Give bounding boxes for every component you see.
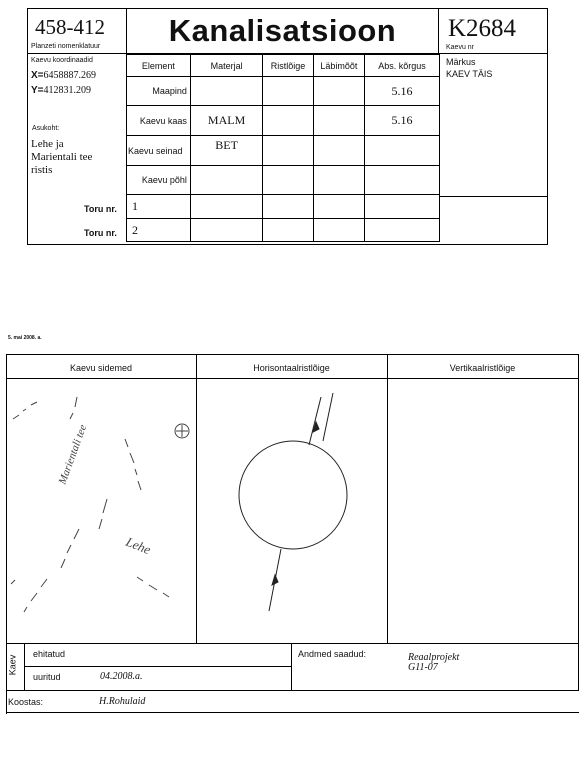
kaev-vertical-label: Kaev	[7, 654, 18, 676]
footer-row-divider	[24, 666, 291, 667]
compiled-underline	[6, 712, 579, 713]
pipe-line-upper	[323, 393, 333, 441]
pipe-row	[127, 195, 440, 219]
table-row	[127, 106, 440, 136]
element-cell: Kaevu kaas	[127, 106, 191, 136]
height-cell	[365, 166, 440, 195]
remarks-column	[440, 54, 548, 197]
x-label: X=	[31, 70, 44, 81]
height-cell: 5.16	[365, 77, 440, 106]
well-number-caption: Kaevu nr	[446, 44, 475, 51]
location-text	[31, 138, 92, 177]
drawing-sheet-right-border	[578, 354, 579, 690]
column-header: Materjal	[190, 55, 262, 77]
compiled-value: H.Rohulaid	[99, 696, 146, 707]
location-caption: Asukoht:	[32, 125, 60, 132]
material-cell	[190, 166, 262, 195]
column-header: Element	[127, 55, 191, 77]
street-label-marientali: Marientali tee	[56, 423, 90, 487]
pipe-row	[127, 219, 440, 242]
connections-title: Kaevu sidemed	[69, 363, 133, 373]
street-edge	[137, 577, 169, 597]
pipe-number: 1	[127, 195, 191, 219]
drawing-sheet-top-border	[6, 354, 579, 355]
cross-section-cell	[263, 106, 313, 136]
diameter-cell	[313, 166, 364, 195]
height-cell	[365, 136, 440, 166]
footer-bottom-border	[6, 690, 579, 691]
horizontal-section-sketch	[197, 379, 387, 644]
column-header: Ristlõige	[263, 55, 313, 77]
table-header-row	[127, 55, 440, 77]
street-edge	[11, 580, 15, 584]
well-symbol-cross	[176, 425, 188, 437]
well-outline	[239, 441, 347, 549]
location-line: Marientali tee	[31, 151, 93, 163]
y-value: 412831.209	[43, 85, 92, 96]
street-edge	[125, 439, 141, 490]
pipe-number: 2	[127, 219, 191, 242]
data-source-value: Reaalprojekt	[408, 652, 460, 663]
remarks-pipe-divider	[440, 196, 548, 197]
height-cell: 5.16	[365, 106, 440, 136]
street-edge	[13, 402, 37, 419]
table-row	[127, 166, 440, 195]
street-label-lehe: Lehe	[123, 533, 153, 558]
diameter-cell	[313, 136, 364, 166]
x-coordinate	[31, 70, 96, 81]
data-source-label: Andmed saadud:	[298, 649, 367, 659]
y-coordinate	[31, 85, 91, 96]
surveyed-label: uuritud	[33, 672, 61, 682]
table-row	[127, 136, 440, 166]
material-cell	[190, 77, 262, 106]
vertical-section-title: Vertikaalristlõige	[449, 363, 516, 373]
cross-section-cell	[263, 136, 313, 166]
compiled-label: Koostas:	[8, 697, 44, 707]
element-cell: Maapind	[127, 77, 191, 106]
street-edge	[61, 529, 79, 568]
surveyed-value: 04.2008.a.	[100, 671, 143, 682]
street-edge	[99, 499, 107, 529]
drawing-col-divider	[387, 354, 388, 644]
well-number: K2684	[448, 15, 517, 42]
built-label: ehitatud	[33, 649, 66, 659]
street-edge	[70, 397, 77, 419]
material-cell: BET	[190, 136, 262, 166]
connections-sketch	[7, 379, 196, 644]
diameter-cell	[313, 77, 364, 106]
cross-section-cell	[263, 166, 313, 195]
well-number-cell	[439, 8, 548, 54]
map-sheet-number: 458-412	[35, 15, 105, 39]
coordinates-caption: Kaevu koordinaadid	[31, 57, 93, 64]
column-header: Abs. kõrgus	[365, 55, 440, 77]
cross-section-cell	[263, 77, 313, 106]
element-cell: Kaevu seinad	[127, 136, 191, 166]
footer-top-border	[6, 643, 579, 644]
y-label: Y=	[31, 85, 44, 96]
map-sheet-cell	[27, 8, 127, 54]
element-table	[126, 54, 440, 242]
location-line: ristis	[31, 164, 53, 176]
pipe-label: Toru nr.	[84, 204, 117, 214]
map-sheet-caption: Planzeti nomenklatuur	[31, 43, 101, 50]
info-column	[27, 54, 127, 197]
remarks-caption: Märkus	[446, 57, 476, 67]
footer-mid-divider	[291, 643, 292, 690]
flow-arrow	[272, 575, 278, 585]
remarks-text: KAEV TÄIS	[446, 69, 493, 79]
x-value: 6458887.269	[43, 70, 97, 81]
pipe-label: Toru nr.	[84, 228, 117, 238]
date-line: 5. mai 2008. a.	[8, 335, 42, 341]
data-source-value: G11-07	[408, 662, 438, 673]
element-cell: Kaevu põhl	[127, 166, 191, 195]
horizontal-section-title: Horisontaalristlõige	[253, 363, 330, 373]
page-title: Kanalisatsioon	[168, 13, 397, 48]
title-cell	[127, 8, 439, 54]
pipe-line-upper	[309, 397, 321, 445]
table-row	[127, 77, 440, 106]
material-cell: MALM	[190, 106, 262, 136]
street-edge	[24, 579, 47, 612]
diameter-cell	[313, 106, 364, 136]
column-header: Läbimõõt	[313, 55, 364, 77]
location-line: Lehe ja	[31, 138, 64, 150]
